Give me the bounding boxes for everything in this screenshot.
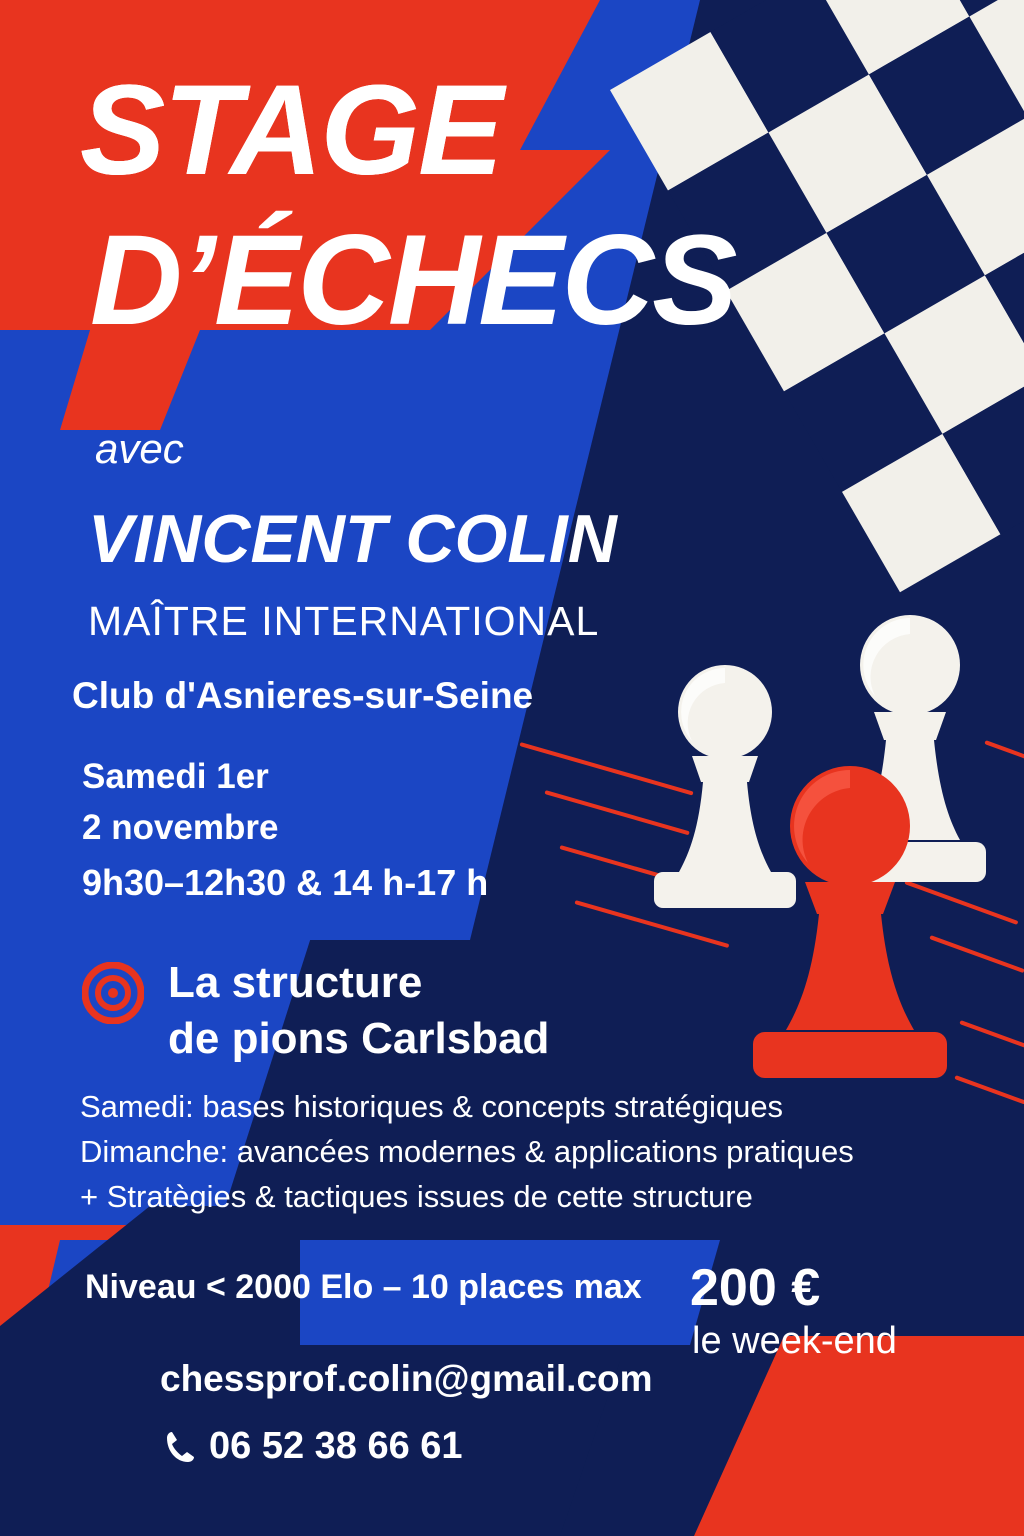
price-description: le week-end <box>692 1320 897 1362</box>
program-list <box>80 1085 854 1220</box>
level-info: Niveau < 2000 Elo – 10 places max <box>85 1268 642 1306</box>
topic-heading <box>168 955 549 1068</box>
topic-line-1: La structure <box>168 958 423 1007</box>
program-item: + Stratègies & tactiques issues de cette structure <box>80 1178 753 1214</box>
event-dates <box>82 752 278 854</box>
contact-phone-row[interactable] <box>165 1425 463 1468</box>
event-date-line-2: 2 novembre <box>82 807 279 847</box>
event-hours: 9h30–12h30 & 14 h-17 h <box>82 862 489 903</box>
event-date-line-1: Samedi 1er <box>82 757 269 796</box>
instructor-name: VINCENT COLIN <box>88 501 617 577</box>
phone-number: 06 52 38 66 61 <box>209 1425 463 1467</box>
club-name: Club d'Asnieres-sur-Seine <box>72 675 534 716</box>
target-icon <box>82 962 144 1024</box>
contact-email[interactable]: chessprof.colin@gmail.com <box>160 1358 653 1399</box>
poster-title-line-1: STAGE <box>80 59 502 202</box>
instructor-title: MAÎTRE INTERNATIONAL <box>88 598 600 644</box>
phone-icon <box>165 1430 197 1464</box>
program-item: Samedi: bases historiques & concepts stratégiques <box>80 1089 784 1124</box>
with-label: avec <box>95 425 184 472</box>
price-amount: 200 € <box>690 1259 821 1317</box>
topic-line-2: de pions Carlsbad <box>168 1014 550 1064</box>
program-item: Dimanche: avancées modernes & applications pratiques <box>80 1133 854 1169</box>
poster-title-line-2: D’ÉCHECS <box>90 209 736 352</box>
red-pawn-icon <box>735 760 965 1100</box>
